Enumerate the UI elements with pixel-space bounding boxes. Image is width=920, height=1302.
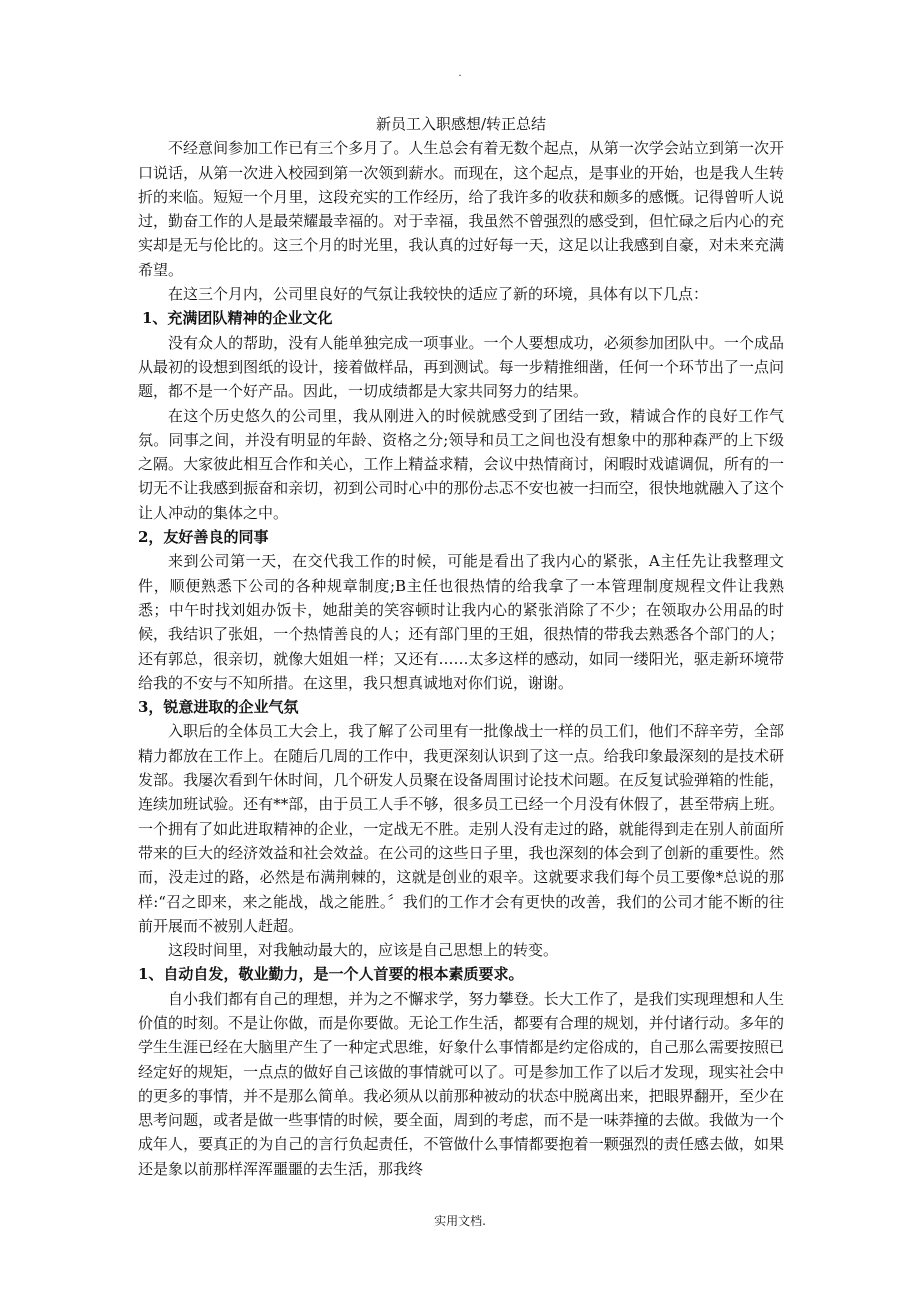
body-paragraph: 自小我们都有自己的理想，并为之不懈求学，努力攀登。长大工作了，是我们实现理想和人生价值的时刻。不是让你做，而是你要做。无论工作生活，都要有合理的规划，并付诸行动。多年的学生生涯已经在大脑里产生了一种定式思维，好象什么事情都是约定俗成的，自己那么需要按照已经定好的规矩，一点点的做好自己该做的事情就可以了。可是参加工作了以后才发现，现实社会中的更多的事情，并不是那么简单。我必须从以前那种被动的状态中脱离出来，把眼界翻开，至少在思考问题，或者是做一些事情的时候，要全面，周到的考虑，而不是一味莽撞的去做。我做为一个成年人，要真正的为自己的言行负起责任，不管做什么事情都要抱着一颗强烈的责任感去做，如果还是象以前那样浑浑噩噩的去生活，那我终 bbox=[138, 989, 784, 1178]
body-paragraph: 入职后的全体员工大会上，我了解了公司里有一批像战士一样的员工们，他们不辞辛劳，全部精力都放在工作上。在随后几周的工作中，我更深刻认识到了这一点。给我印象最深刻的是技术研发部。我屡次看到午休时间，几个研发人员聚在设备周围讨论技术问题。在反复试验弹箱的性能，连续加班试验。还有**部，由于员工人手不够，很多员工已经一个月没有休假了，甚至带病上班。一个拥有了如此进取精神的企业，一定战无不胜。走别人没有走过的路，就能得到走在别人前面所带来的巨大的经济效益和社会效益。在公司的这些日子里，我也深刻的体会到了创新的重要性。然而，没走过的路，必然是布满荆棘的，这就是创业的艰辛。这就要求我们每个员工要像*总说的那样:“召之即来，来之能战，战之能胜。〞我们的工作才会有更快的改善，我们的公司才能不断的往前开展而不被别人赶超。 bbox=[138, 722, 784, 935]
section-heading: 1、充满团队精神的企业文化 bbox=[142, 309, 333, 328]
body-paragraph: 来到公司第一天，在交代我工作的时候，可能是看出了我内心的紧张，A主任先让我整理文件，顺便熟悉下公司的各种规章制度;B主任也很热情的给我拿了一本管理制度规程文件让我熟悉；中午时找刘姐办饭卡，她甜美的笑容顿时让我内心的紧张消除了不少；在领取办公用品的时候，我结识了张姐，一个热情善良的人；还有部门里的王姐，很热情的带我去熟悉各个部门的人；还有郭总，很亲切，就像大姐姐一样；又还有……太多这样的感动，如同一缕阳光，驱走新环境带给我的不安与不知所措。在这里，我只想真诚地对你们说，谢谢。 bbox=[138, 552, 784, 692]
body-paragraph: 没有众人的帮助，没有人能单独完成一项事业。一个人要想成功，必须参加团队中。一个成品从最初的设想到图纸的设计，接着做样品，再到测试。每一步精推细凿，任何一个环节出了一点问题，都不是一个好产品。因此，一切成绩都是大家共同努力的结果。 bbox=[138, 333, 784, 401]
section-heading: 2，友好善良的同事 bbox=[138, 528, 269, 547]
page-footer: 实用文档. bbox=[434, 1214, 486, 1228]
intro-paragraph: 不经意间参加工作已有三个多月了。人生总会有着无数个起点，从第一次学会站立到第一次开口说话，从第一次进入校园到第一次领到薪水。而现在，这个起点，是事业的开始，也是我人生转折的来临。短短一个月里，这段充实的工作经历，给了我许多的收获和颇多的感慨。记得曾听人说过，勤奋工作的人是最荣耀最幸福的。对于幸福，我虽然不曾强烈的感受到，但忙碌之后内心的充实却是无与伦比的。这三个月的时光里，我认真的过好每一天，这足以让我感到自豪，对未来充满希望。 bbox=[138, 139, 784, 279]
section-heading: 1、自动自发，敬业勤力，是一个人首要的根本素质要求。 bbox=[138, 965, 524, 984]
section-heading: 3，锐意进取的企业气氛 bbox=[138, 698, 299, 717]
body-paragraph: 这段时间里，对我触动最大的，应该是自己思想上的转变。 bbox=[168, 941, 559, 960]
intro-paragraph: 在这三个月内，公司里良好的气氛让我较快的适应了新的环境，具体有以下几点： bbox=[168, 285, 709, 304]
body-paragraph: 在这个历史悠久的公司里，我从刚进入的时候就感受到了团结一致，精诚合作的良好工作气氛。同事之间，并没有明显的年龄、资格之分;领导和员工之间也没有想象中的那种森严的上下级之隔。大家彼此相互合作和关心，工作上精益求精，会议中热情商讨，闲暇时戏谑调侃，所有的一切无不让我感到振奋和亲切，初到公司时心中的那份忐忑不安也被一扫而空，很快地就融入了这个让人冲动的集体之中。 bbox=[138, 406, 784, 522]
document-title: 新员工入职感想/转正总结 bbox=[375, 115, 547, 133]
document-body bbox=[138, 112, 784, 1181]
header-mark: . bbox=[458, 68, 462, 79]
